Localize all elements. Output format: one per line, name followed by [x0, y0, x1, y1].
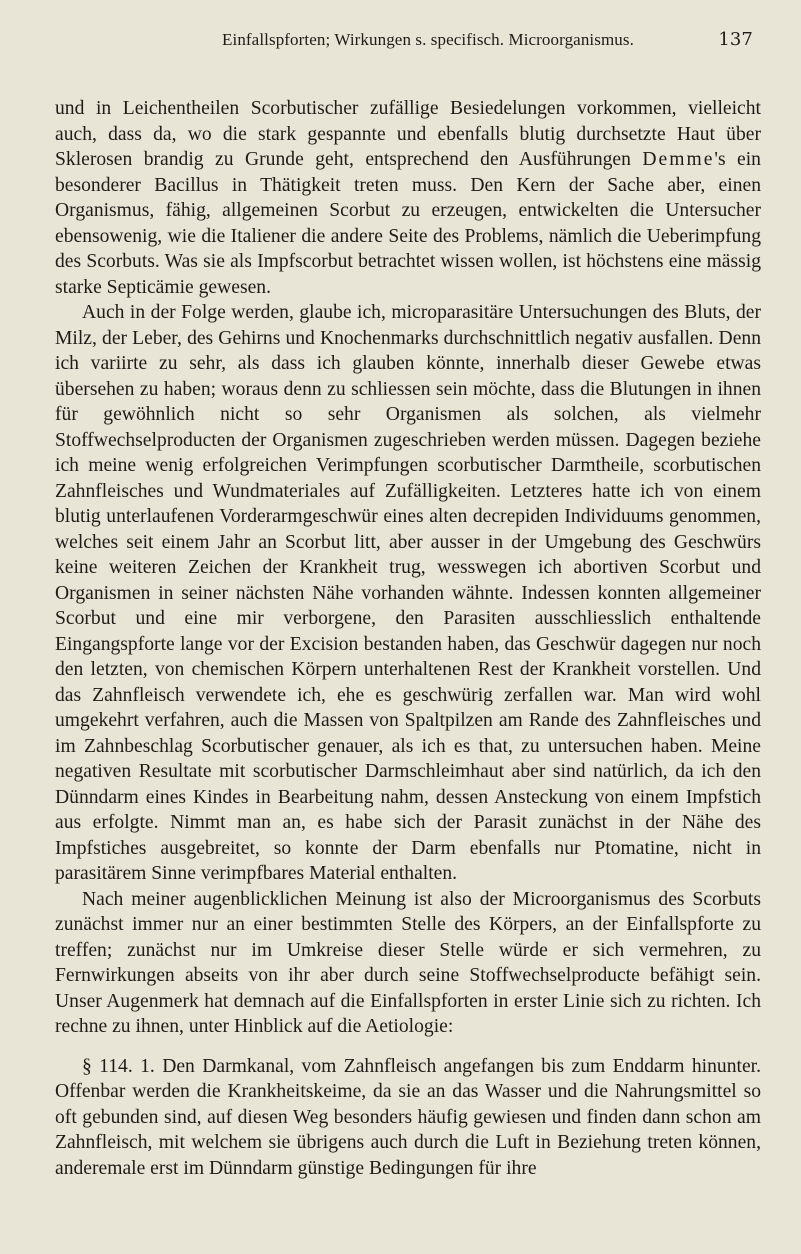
body-text [55, 96, 761, 1181]
paragraph-1-text-b: 's ein besonderer Bacillus in Thätigkeit treten muss. Den Kern der Sache aber, einen Organismus, fähig, allgemeinen Scorbut zu erzeugen, entwickelten die Untersucher ebensowenig, wie die Italiener die andere Seite des Problems, nämlich die Ueberimpfung des Scorbuts. Was sie als Impfscorbut betrachtet wissen wollen, ist höchstens eine mässig starke Septicämie gewesen. [55, 149, 761, 298]
paragraph-1 [55, 96, 761, 300]
running-title: Einfallspforten; Wirkungen s. specifisch. Microorganismus. [222, 30, 634, 49]
paragraph-2: Auch in der Folge werden, glaube ich, microparasitäre Untersuchungen des Bluts, der Milz, der Leber, des Gehirns und Knochenmarks durchschnittlich negativ ausfallen. Denn ich variirte zu sehr, als dass ich glauben könnte, innerhalb dieser Gewebe etwas übersehen zu haben; woraus denn zu schliessen sein möchte, dass die Blutungen in ihnen für gewöhnlich nicht so sehr Organismen als solchen, als vielmehr Stoffwechselproducten der Organismen zugeschrieben werden müssen. Dagegen beziehe ich meine wenig erfolgreichen Verimpfungen scorbutischer Darmtheile, scorbutischen Zahnfleisches und Wundmateriales auf Zufälligkeiten. Letzteres hatte ich von einem blutig unterlaufenen Vorderarmgeschwür eines alten decrepiden Individuums genommen, welches seit einem Jahr an Scorbut litt, aber ausser in der Umgebung des Geschwürs keine weiteren Zeichen der Krankheit trug, wesswegen ich abortiven Scorbut und Organismen in seiner nächsten Nähe vorhanden wähnte. Indessen konnten allgemeiner Scorbut und eine mir verborgene, den Parasiten ausschliesslich enthaltende Eingangspforte lange vor der Excision bestanden haben, das Geschwür dagegen nur noch den letzten, von chemischen Körpern unterhaltenen Rest der Krankheit vorstellen. Und das Zahnfleisch verwendete ich, ehe es geschwürig zerfallen war. Man wird wohl umgekehrt verfahren, auch die Massen von Spaltpilzen am Rande des Zahnfleisches und im Zahnbeschlag Scorbutischer genauer, als ich es that, zu untersuchen haben. Meine negativen Resultate mit scorbutischer Darmschleimhaut aber sind natürlich, da ich den Dünndarm eines Kindes in Bearbeitung nahm, dessen Ansteckung von einem Impfstich aus erfolgte. Nimmt man an, es habe sich der Parasit zunächst in der Nähe des Impfstiches ausgebreitet, so konnte der Darm ebenfalls nur Ptomatine, nicht in parasitärem Sinne verimpfbares Material enthalten. [55, 302, 761, 884]
paragraph-3: Nach meiner augenblicklichen Meinung ist also der Microorganismus des Scorbuts zunächst immer nur an einer bestimmten Stelle des Körpers, an der Einfallspforte zu treffen; zunächst nur im Umkreise dieser Stelle würde er sich vermehren, zu Fernwirkungen abseits von ihr aber durch seine Stoffwechselproducte befähigt sein. Unser Augenmerk hat demnach auf die Einfallspforten in erster Linie sich zu richten. Ich rechne zu ihnen, unter Hinblick auf die Aetiologie: [55, 888, 761, 1037]
author-name-demme: Demme [642, 149, 715, 170]
page-number: 137 [718, 29, 753, 50]
section-114: § 114. 1. Den Darmkanal, vom Zahnfleisch angefangen bis zum Enddarm hinunter. Offenbar werden die Krankheitskeime, da sie an das Wasser und die Nahrungsmittel so oft gebunden sind, auf diesen Weg besonders häufig gewiesen und finden dann schon am Zahnfleisch, mit welchem sie übrigens auch durch die Luft in Beziehung treten können, anderemale erst im Dünndarm günstige Bedingungen für ihre [55, 1055, 761, 1179]
running-head [95, 26, 761, 54]
paragraph-1-text-a: und in Leichentheilen Scorbutischer zufällige Besiedelungen vorkommen, vielleicht auch, dass da, wo die stark gespannte und ebenfalls blutig durchsetzte Haut über Sklerosen brandig zu Grunde geht, entsprechend den Ausführungen [55, 98, 761, 170]
